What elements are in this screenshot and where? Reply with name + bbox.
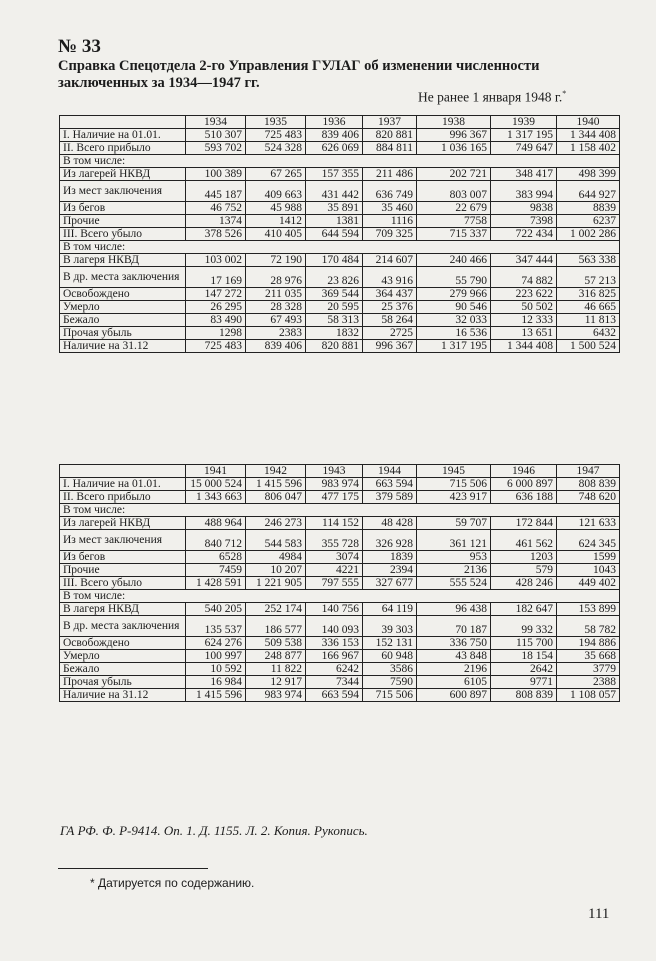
value-cell: 3779 <box>557 663 620 676</box>
value-cell: 1 428 591 <box>186 577 246 590</box>
document-title: Справка Спецотдела 2-го Управления ГУЛАГ об изменении численности заключенных за 1934—1947 гг. <box>58 58 540 91</box>
table-row <box>60 301 620 314</box>
value-cell: 803 007 <box>417 181 491 202</box>
value-cell: 1 500 524 <box>557 340 620 353</box>
value-cell: 43 916 <box>363 267 417 288</box>
header-blank-cell <box>60 465 186 478</box>
value-cell: 348 417 <box>491 168 557 181</box>
value-cell: 32 033 <box>417 314 491 327</box>
section-heading-row <box>60 155 620 168</box>
table-row <box>60 663 620 676</box>
value-cell: 839 406 <box>306 129 363 142</box>
value-cell: 194 886 <box>557 637 620 650</box>
table-row <box>60 181 620 202</box>
value-cell: 135 537 <box>186 616 246 637</box>
value-cell: 725 483 <box>186 340 246 353</box>
value-cell: 1832 <box>306 327 363 340</box>
value-cell: 524 328 <box>246 142 306 155</box>
section-heading-cell: В том числе: <box>60 155 620 168</box>
year-header-cell: 1935 <box>246 116 306 129</box>
value-cell: 449 402 <box>557 577 620 590</box>
value-cell: 1043 <box>557 564 620 577</box>
year-header-cell: 1943 <box>306 465 363 478</box>
value-cell: 64 119 <box>363 603 417 616</box>
value-cell: 4221 <box>306 564 363 577</box>
document-number: № 33 <box>58 36 101 57</box>
value-cell: 1 317 195 <box>417 340 491 353</box>
value-cell: 7590 <box>363 676 417 689</box>
value-cell: 544 583 <box>246 530 306 551</box>
value-cell: 182 647 <box>491 603 557 616</box>
year-header-cell: 1944 <box>363 465 417 478</box>
value-cell: 2136 <box>417 564 491 577</box>
value-cell: 715 337 <box>417 228 491 241</box>
value-cell: 1 158 402 <box>557 142 620 155</box>
value-cell: 644 927 <box>557 181 620 202</box>
value-cell: 28 328 <box>246 301 306 314</box>
value-cell: 20 595 <box>306 301 363 314</box>
value-cell: 445 187 <box>186 181 246 202</box>
value-cell: 115 700 <box>491 637 557 650</box>
table-row <box>60 564 620 577</box>
year-header-cell: 1940 <box>557 116 620 129</box>
value-cell: 153 899 <box>557 603 620 616</box>
section-heading-row <box>60 241 620 254</box>
value-cell: 140 093 <box>306 616 363 637</box>
value-cell: 16 536 <box>417 327 491 340</box>
value-cell: 1 221 905 <box>246 577 306 590</box>
value-cell: 1 108 057 <box>557 689 620 702</box>
value-cell: 715 506 <box>417 478 491 491</box>
table-row <box>60 603 620 616</box>
value-cell: 563 338 <box>557 254 620 267</box>
year-header-cell: 1942 <box>246 465 306 478</box>
value-cell: 347 444 <box>491 254 557 267</box>
value-cell: 214 607 <box>363 254 417 267</box>
row-label: Из мест заключения <box>60 181 186 202</box>
table-row <box>60 254 620 267</box>
value-cell: 58 264 <box>363 314 417 327</box>
value-cell: 39 303 <box>363 616 417 637</box>
value-cell: 2196 <box>417 663 491 676</box>
value-cell: 50 502 <box>491 301 557 314</box>
value-cell: 43 848 <box>417 650 491 663</box>
value-cell: 1 344 408 <box>557 129 620 142</box>
value-cell: 99 332 <box>491 616 557 637</box>
table-row <box>60 491 620 504</box>
year-header-cell: 1936 <box>306 116 363 129</box>
value-cell: 600 897 <box>417 689 491 702</box>
value-cell: 1 415 596 <box>186 689 246 702</box>
value-cell: 983 974 <box>306 478 363 491</box>
value-cell: 1298 <box>186 327 246 340</box>
value-cell: 2383 <box>246 327 306 340</box>
table-row <box>60 340 620 353</box>
value-cell: 1 002 286 <box>557 228 620 241</box>
value-cell: 23 826 <box>306 267 363 288</box>
table-row <box>60 478 620 491</box>
value-cell: 431 442 <box>306 181 363 202</box>
table-row <box>60 530 620 551</box>
value-cell: 820 881 <box>306 340 363 353</box>
value-cell: 45 988 <box>246 202 306 215</box>
year-header-cell: 1937 <box>363 116 417 129</box>
value-cell: 1381 <box>306 215 363 228</box>
year-header-cell: 1946 <box>491 465 557 478</box>
value-cell: 748 620 <box>557 491 620 504</box>
value-cell: 74 882 <box>491 267 557 288</box>
value-cell: 35 891 <box>306 202 363 215</box>
value-cell: 336 750 <box>417 637 491 650</box>
row-label: Бежало <box>60 314 186 327</box>
table-row <box>60 689 620 702</box>
value-cell: 624 276 <box>186 637 246 650</box>
value-cell: 364 437 <box>363 288 417 301</box>
table-row <box>60 215 620 228</box>
row-label: В др. места заключения <box>60 267 186 288</box>
value-cell: 157 355 <box>306 168 363 181</box>
value-cell: 327 677 <box>363 577 417 590</box>
date-text: Не ранее 1 января 1948 г. <box>418 89 563 105</box>
table-row <box>60 650 620 663</box>
row-label: Умерло <box>60 650 186 663</box>
value-cell: 13 651 <box>491 327 557 340</box>
section-heading-row <box>60 590 620 603</box>
value-cell: 953 <box>417 551 491 564</box>
table-row <box>60 288 620 301</box>
value-cell: 378 526 <box>186 228 246 241</box>
row-label: Прочие <box>60 564 186 577</box>
value-cell: 2725 <box>363 327 417 340</box>
value-cell: 11 813 <box>557 314 620 327</box>
statistics-table-1934-1940 <box>59 115 620 353</box>
row-label: III. Всего убыло <box>60 228 186 241</box>
value-cell: 96 438 <box>417 603 491 616</box>
value-cell: 35 460 <box>363 202 417 215</box>
value-cell: 48 428 <box>363 517 417 530</box>
table-row <box>60 616 620 637</box>
value-cell: 428 246 <box>491 577 557 590</box>
value-cell: 6237 <box>557 215 620 228</box>
table-row <box>60 202 620 215</box>
statistics-table-1941-1947 <box>59 464 620 702</box>
row-label: II. Всего прибыло <box>60 491 186 504</box>
table-row <box>60 142 620 155</box>
value-cell: 579 <box>491 564 557 577</box>
value-cell: 279 966 <box>417 288 491 301</box>
table-row <box>60 327 620 340</box>
value-cell: 55 790 <box>417 267 491 288</box>
value-cell: 6 000 897 <box>491 478 557 491</box>
value-cell: 2388 <box>557 676 620 689</box>
value-cell: 70 187 <box>417 616 491 637</box>
value-cell: 361 121 <box>417 530 491 551</box>
row-label: Из мест заключения <box>60 530 186 551</box>
value-cell: 7459 <box>186 564 246 577</box>
row-label: Из бегов <box>60 551 186 564</box>
value-cell: 59 707 <box>417 517 491 530</box>
value-cell: 58 782 <box>557 616 620 637</box>
value-cell: 663 594 <box>363 478 417 491</box>
row-label: В лагеря НКВД <box>60 254 186 267</box>
value-cell: 7398 <box>491 215 557 228</box>
value-cell: 1 343 663 <box>186 491 246 504</box>
table-row <box>60 551 620 564</box>
footnote: * Датируется по содержанию. <box>90 876 255 890</box>
section-heading-cell: В том числе: <box>60 241 620 254</box>
page-number: 111 <box>588 906 610 922</box>
value-cell: 2394 <box>363 564 417 577</box>
value-cell: 2642 <box>491 663 557 676</box>
archive-source: ГА РФ. Ф. Р-9414. Оп. 1. Д. 1155. Л. 2. Копия. Рукопись. <box>60 823 368 838</box>
value-cell: 3586 <box>363 663 417 676</box>
value-cell: 186 577 <box>246 616 306 637</box>
value-cell: 172 844 <box>491 517 557 530</box>
row-label: Освобождено <box>60 288 186 301</box>
value-cell: 996 367 <box>363 340 417 353</box>
year-header-cell: 1941 <box>186 465 246 478</box>
value-cell: 1116 <box>363 215 417 228</box>
row-label: Умерло <box>60 301 186 314</box>
value-cell: 10 592 <box>186 663 246 676</box>
value-cell: 9838 <box>491 202 557 215</box>
value-cell: 6242 <box>306 663 363 676</box>
section-heading-cell: В том числе: <box>60 504 620 517</box>
row-label: I. Наличие на 01.01. <box>60 478 186 491</box>
document-date <box>418 89 566 106</box>
year-header-cell: 1939 <box>491 116 557 129</box>
value-cell: 7758 <box>417 215 491 228</box>
value-cell: 100 997 <box>186 650 246 663</box>
row-label: I. Наличие на 01.01. <box>60 129 186 142</box>
value-cell: 7344 <box>306 676 363 689</box>
value-cell: 326 928 <box>363 530 417 551</box>
row-label: Прочая убыль <box>60 327 186 340</box>
value-cell: 140 756 <box>306 603 363 616</box>
date-footnote-mark: * <box>562 89 567 98</box>
value-cell: 663 594 <box>306 689 363 702</box>
row-label: Из бегов <box>60 202 186 215</box>
value-cell: 67 493 <box>246 314 306 327</box>
value-cell: 336 153 <box>306 637 363 650</box>
value-cell: 498 399 <box>557 168 620 181</box>
value-cell: 709 325 <box>363 228 417 241</box>
value-cell: 626 069 <box>306 142 363 155</box>
value-cell: 423 917 <box>417 491 491 504</box>
row-label: Прочая убыль <box>60 676 186 689</box>
value-cell: 57 213 <box>557 267 620 288</box>
value-cell: 202 721 <box>417 168 491 181</box>
value-cell: 90 546 <box>417 301 491 314</box>
value-cell: 1 415 596 <box>246 478 306 491</box>
value-cell: 10 207 <box>246 564 306 577</box>
value-cell: 246 273 <box>246 517 306 530</box>
value-cell: 248 877 <box>246 650 306 663</box>
value-cell: 808 839 <box>557 478 620 491</box>
value-cell: 223 622 <box>491 288 557 301</box>
year-header-cell: 1945 <box>417 465 491 478</box>
value-cell: 28 976 <box>246 267 306 288</box>
value-cell: 996 367 <box>417 129 491 142</box>
value-cell: 1412 <box>246 215 306 228</box>
value-cell: 593 702 <box>186 142 246 155</box>
row-label: В лагеря НКВД <box>60 603 186 616</box>
value-cell: 252 174 <box>246 603 306 616</box>
row-label: III. Всего убыло <box>60 577 186 590</box>
value-cell: 1203 <box>491 551 557 564</box>
header-blank-cell <box>60 116 186 129</box>
value-cell: 839 406 <box>246 340 306 353</box>
value-cell: 715 506 <box>363 689 417 702</box>
value-cell: 166 967 <box>306 650 363 663</box>
value-cell: 11 822 <box>246 663 306 676</box>
row-label: В др. места заключения <box>60 616 186 637</box>
value-cell: 25 376 <box>363 301 417 314</box>
value-cell: 17 169 <box>186 267 246 288</box>
value-cell: 722 434 <box>491 228 557 241</box>
table-row <box>60 168 620 181</box>
value-cell: 379 589 <box>363 491 417 504</box>
value-cell: 67 265 <box>246 168 306 181</box>
value-cell: 114 152 <box>306 517 363 530</box>
value-cell: 35 668 <box>557 650 620 663</box>
value-cell: 509 538 <box>246 637 306 650</box>
value-cell: 6105 <box>417 676 491 689</box>
value-cell: 6432 <box>557 327 620 340</box>
year-header-cell: 1934 <box>186 116 246 129</box>
value-cell: 16 984 <box>186 676 246 689</box>
value-cell: 1 036 165 <box>417 142 491 155</box>
value-cell: 83 490 <box>186 314 246 327</box>
value-cell: 211 486 <box>363 168 417 181</box>
year-header-cell: 1947 <box>557 465 620 478</box>
value-cell: 100 389 <box>186 168 246 181</box>
row-label: Из лагерей НКВД <box>60 517 186 530</box>
value-cell: 3074 <box>306 551 363 564</box>
row-label: Из лагерей НКВД <box>60 168 186 181</box>
table-row <box>60 637 620 650</box>
table-row <box>60 228 620 241</box>
value-cell: 18 154 <box>491 650 557 663</box>
row-label: Бежало <box>60 663 186 676</box>
row-label: Освобождено <box>60 637 186 650</box>
value-cell: 555 524 <box>417 577 491 590</box>
value-cell: 1 344 408 <box>491 340 557 353</box>
value-cell: 840 712 <box>186 530 246 551</box>
value-cell: 806 047 <box>246 491 306 504</box>
table-row <box>60 577 620 590</box>
value-cell: 797 555 <box>306 577 363 590</box>
value-cell: 211 035 <box>246 288 306 301</box>
value-cell: 46 752 <box>186 202 246 215</box>
value-cell: 725 483 <box>246 129 306 142</box>
value-cell: 22 679 <box>417 202 491 215</box>
year-header-row <box>60 465 620 478</box>
value-cell: 8839 <box>557 202 620 215</box>
table-row <box>60 314 620 327</box>
footnote-divider <box>58 868 208 869</box>
value-cell: 170 484 <box>306 254 363 267</box>
value-cell: 749 647 <box>491 142 557 155</box>
row-label: II. Всего прибыло <box>60 142 186 155</box>
value-cell: 152 131 <box>363 637 417 650</box>
value-cell: 644 594 <box>306 228 363 241</box>
value-cell: 983 974 <box>246 689 306 702</box>
value-cell: 624 345 <box>557 530 620 551</box>
value-cell: 1839 <box>363 551 417 564</box>
value-cell: 540 205 <box>186 603 246 616</box>
value-cell: 488 964 <box>186 517 246 530</box>
value-cell: 477 175 <box>306 491 363 504</box>
value-cell: 12 333 <box>491 314 557 327</box>
table-row <box>60 676 620 689</box>
value-cell: 103 002 <box>186 254 246 267</box>
row-label: Наличие на 31.12 <box>60 689 186 702</box>
value-cell: 60 948 <box>363 650 417 663</box>
value-cell: 1599 <box>557 551 620 564</box>
table-row <box>60 129 620 142</box>
section-heading-row <box>60 504 620 517</box>
value-cell: 121 633 <box>557 517 620 530</box>
value-cell: 636 188 <box>491 491 557 504</box>
table-row <box>60 517 620 530</box>
value-cell: 461 562 <box>491 530 557 551</box>
value-cell: 884 811 <box>363 142 417 155</box>
value-cell: 355 728 <box>306 530 363 551</box>
value-cell: 46 665 <box>557 301 620 314</box>
value-cell: 369 544 <box>306 288 363 301</box>
value-cell: 1374 <box>186 215 246 228</box>
value-cell: 240 466 <box>417 254 491 267</box>
section-heading-cell: В том числе: <box>60 590 620 603</box>
value-cell: 12 917 <box>246 676 306 689</box>
value-cell: 4984 <box>246 551 306 564</box>
value-cell: 15 000 524 <box>186 478 246 491</box>
value-cell: 409 663 <box>246 181 306 202</box>
year-header-cell: 1938 <box>417 116 491 129</box>
value-cell: 636 749 <box>363 181 417 202</box>
value-cell: 510 307 <box>186 129 246 142</box>
value-cell: 9771 <box>491 676 557 689</box>
value-cell: 383 994 <box>491 181 557 202</box>
value-cell: 316 825 <box>557 288 620 301</box>
table-row <box>60 267 620 288</box>
row-label: Прочие <box>60 215 186 228</box>
value-cell: 820 881 <box>363 129 417 142</box>
row-label: Наличие на 31.12 <box>60 340 186 353</box>
value-cell: 147 272 <box>186 288 246 301</box>
value-cell: 1 317 195 <box>491 129 557 142</box>
value-cell: 808 839 <box>491 689 557 702</box>
year-header-row <box>60 116 620 129</box>
value-cell: 72 190 <box>246 254 306 267</box>
value-cell: 58 313 <box>306 314 363 327</box>
value-cell: 410 405 <box>246 228 306 241</box>
value-cell: 6528 <box>186 551 246 564</box>
value-cell: 26 295 <box>186 301 246 314</box>
